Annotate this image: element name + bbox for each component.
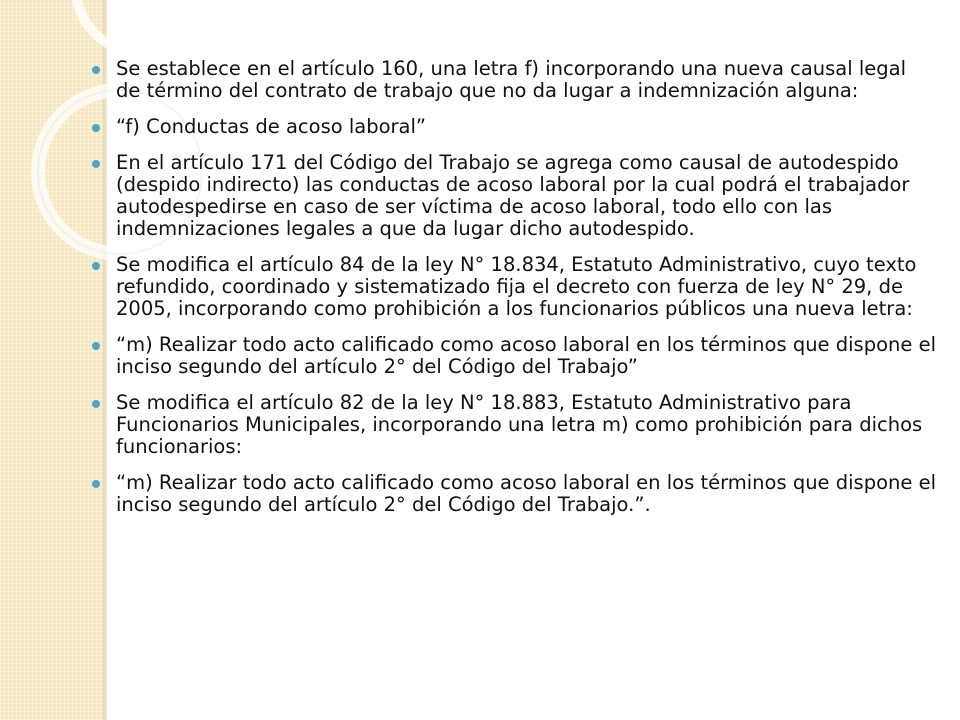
bullet-dot-icon <box>92 400 100 408</box>
bullet-dot-icon <box>92 262 100 270</box>
bullet-text: “m) Realizar todo acto calificado como acoso laboral en los términos que dispone el inciso segundo del artículo 2° del Código del Trabajo.”. <box>116 471 936 516</box>
bullet-item <box>86 152 936 240</box>
bullet-text: Se modifica el artículo 84 de la ley N° 18.834, Estatuto Administrativo, cuyo texto refundido, coordinado y sistematizado fija el decreto con fuerza de ley N° 29, de 2005, incorporando como prohibición a los funcionarios públicos una nueva letra: <box>116 253 917 320</box>
bullet-item <box>86 58 936 102</box>
bullet-dot-icon <box>92 480 100 488</box>
bullet-text: En el artículo 171 del Código del Trabajo se agrega como causal de autodespido (despido indirecto) las conductas de acoso laboral por la cual podrá el trabajador autodespedirse en caso de ser víctima de acoso laboral, todo ello con las indemnizaciones legales a que da lugar dicho autodespido. <box>116 151 910 240</box>
bullet-item <box>86 392 936 458</box>
bullet-dot-icon <box>92 66 100 74</box>
bullet-list <box>86 58 936 516</box>
bullet-item <box>86 334 936 378</box>
bullet-item <box>86 472 936 516</box>
bullet-text: “f) Conductas de acoso laboral” <box>116 115 427 138</box>
bullet-dot-icon <box>92 160 100 168</box>
bullet-dot-icon <box>92 342 100 350</box>
bullet-text: “m) Realizar todo acto calificado como acoso laboral en los términos que dispone el inciso segundo del artículo 2° del Código del Trabajo” <box>116 333 936 378</box>
bullet-text: Se modifica el artículo 82 de la ley N° 18.883, Estatuto Administrativo para Funcionarios Municipales, incorporando una letra m) como prohibición para dichos funcionarios: <box>116 391 923 458</box>
bullet-item <box>86 254 936 320</box>
bullet-dot-icon <box>92 124 100 132</box>
bullet-item <box>86 116 936 138</box>
slide-content <box>86 58 936 530</box>
bullet-text: Se establece en el artículo 160, una letra f) incorporando una nueva causal legal de término del contrato de trabajo que no da lugar a indemnización alguna: <box>116 57 907 102</box>
